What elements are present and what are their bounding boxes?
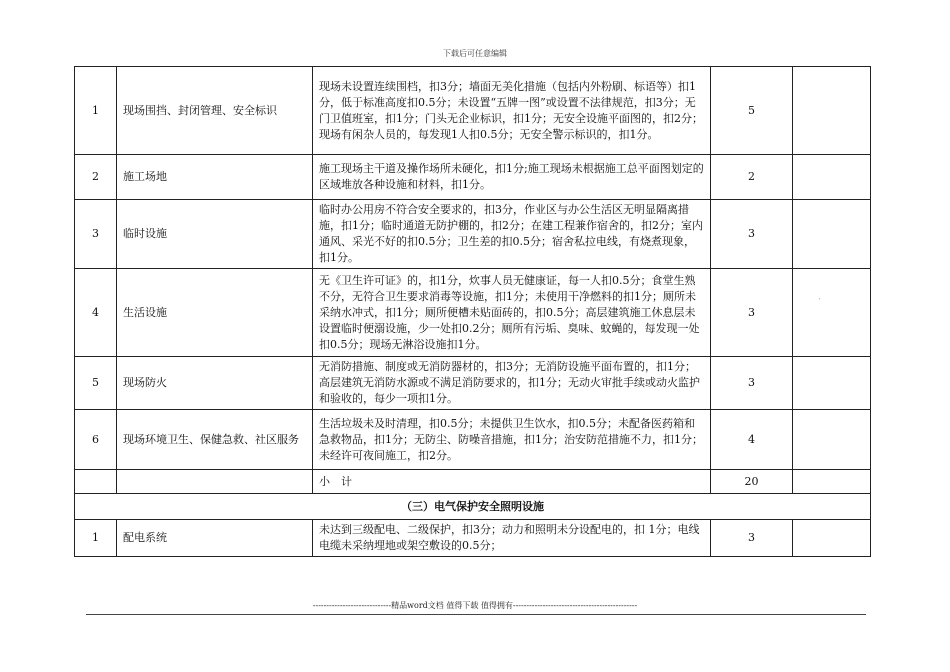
deduction-standard: 现场未设置连续围档，扣3分；墙面无美化措施（包括内外粉刷、标语等）扣1分，低于标准高度扣0.5分；未设置“五牌一图”或设置不法律规范，扣3分；无门卫值班室，扣1分；门头无企业标识，扣1分；无安全设施平面图的，扣2分；现场有闲杂人员的，每发现1人扣0.5分；无安全警示标识的，扣1分。 (313, 67, 711, 155)
row-number: 4 (75, 269, 117, 357)
subtotal-score: 20 (711, 470, 793, 494)
deduction-standard: 无消防措施、制度或无消防器材的，扣3分；无消防设施平面布置的，扣1分；高层建筑无消防水源或不满足消防要求的，扣1分；无动火审批手续或动火监护和验收的，每少一项扣1分。 (313, 357, 711, 410)
table-row (75, 269, 871, 357)
table-row (75, 67, 871, 155)
blank-cell (793, 200, 871, 269)
section-header-row (75, 494, 871, 520)
score: 2 (711, 155, 793, 200)
deduction-standard: 施工现场主干道及操作场所未硬化，扣1分;施工现场未根据施工总平面图划定的区域堆放各种设施和材料，扣1分。 (313, 155, 711, 200)
blank-cell (117, 470, 313, 494)
deduction-standard: 未达到三级配电、二级保护，扣3分；动力和照明未分设配电的，扣 1分；电线电缆未采纳埋地或架空敷设的0.5分； (313, 520, 711, 557)
item-name: 现场环境卫生、保健急救、社区服务 (117, 410, 313, 470)
item-name: 临时设施 (117, 200, 313, 269)
deduction-standard: 无《卫生许可证》的，扣1分，炊事人员无健康证，每一人扣0.5分；食堂生熟不分，无符合卫生要求消毒等设施，扣1分；未使用干净燃料的扣1分；厕所未采纳水冲式，扣1分；厕所便槽未贴面砖的，扣0.5分；高层建筑施工休息层未设置临时便溺设施，少一处扣0.2分；厕所有污垢、臭味、蚊蝇的，每发现一处扣0.5分；现场无淋浴设施扣1分。 (313, 269, 711, 357)
item-name: 配电系统 (117, 520, 313, 557)
row-number: 5 (75, 357, 117, 410)
item-name: 施工场地 (117, 155, 313, 200)
header-note: 下载后可任意编辑 (443, 49, 507, 58)
row-number: 1 (75, 67, 117, 155)
table-row (75, 410, 871, 470)
stray-mark: ` (818, 298, 822, 306)
table-row (75, 200, 871, 269)
item-name: 现场防火 (117, 357, 313, 410)
deduction-standard: 生活垃圾未及时清理，扣0.5分；未提供卫生饮水，扣0.5分；未配备医药箱和急救物品，扣1分；无防尘、防噪音措施，扣1分；治安防范措施不力，扣1分；未经许可夜间施工，扣2分。 (313, 410, 711, 470)
blank-cell (793, 155, 871, 200)
table-row (75, 357, 871, 410)
scoring-table (74, 66, 871, 557)
row-number: 3 (75, 200, 117, 269)
row-number: 1 (75, 520, 117, 557)
footer-text: -----------------------------精品word文档 值得下载 值得拥有---------------------------------------------- (312, 601, 638, 610)
score: 3 (711, 520, 793, 557)
blank-cell (793, 410, 871, 470)
row-number: 2 (75, 155, 117, 200)
row-number: 6 (75, 410, 117, 470)
score: 3 (711, 357, 793, 410)
score: 3 (711, 200, 793, 269)
item-name: 现场围挡、封闭管理、安全标识 (117, 67, 313, 155)
score: 3 (711, 269, 793, 357)
blank-cell (793, 357, 871, 410)
table-row (75, 155, 871, 200)
table-row (75, 520, 871, 557)
footer-divider (86, 614, 866, 615)
section-title: （三）电气保护安全照明设施 (75, 494, 871, 520)
score: 5 (711, 67, 793, 155)
score: 4 (711, 410, 793, 470)
subtotal-row (75, 470, 871, 494)
deduction-standard: 临时办公用房不符合安全要求的，扣3分，作业区与办公生活区无明显隔离措施，扣1分；临时通道无防护棚的，扣2分；在建工程兼作宿舍的，扣2分；室内通风、采光不好的扣0.5分；卫生差的扣0.5分；宿舍私拉电线，有烧煮现象，扣1分。 (313, 200, 711, 269)
blank-cell (793, 520, 871, 557)
subtotal-label: 小 计 (313, 470, 711, 494)
blank-cell (793, 470, 871, 494)
blank-cell (75, 470, 117, 494)
blank-cell (793, 269, 871, 357)
blank-cell (793, 67, 871, 155)
item-name: 生活设施 (117, 269, 313, 357)
